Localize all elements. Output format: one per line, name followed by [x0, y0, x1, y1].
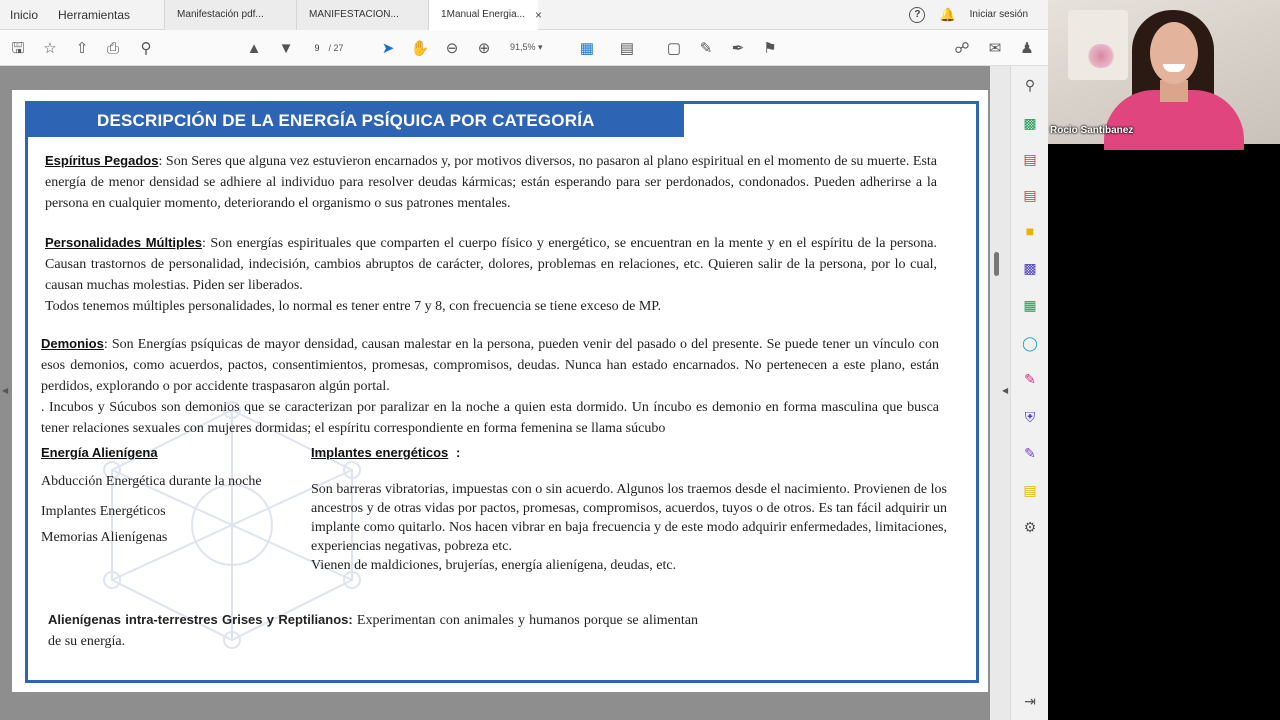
- tab-manifestacion[interactable]: [296, 0, 428, 30]
- tab-label: MANIFESTACION...: [309, 9, 399, 20]
- personalidades-paragraph: [45, 232, 937, 317]
- scrollbar-thumb[interactable]: [994, 252, 999, 276]
- zoom-value: 91,5%: [510, 42, 536, 52]
- comment-tool-icon[interactable]: ■: [1025, 223, 1035, 239]
- print-icon[interactable]: ⎙: [106, 39, 119, 57]
- protect-icon[interactable]: ⛨: [1024, 409, 1036, 425]
- more-tools-icon[interactable]: ⚙: [1023, 519, 1037, 535]
- user-share-icon[interactable]: ♟: [1020, 39, 1034, 57]
- search-zoom-icon[interactable]: ⚲: [1024, 77, 1036, 93]
- excel-export-icon[interactable]: ▦: [1023, 297, 1037, 313]
- share-link-icon[interactable]: ☍: [954, 39, 970, 57]
- document-viewer[interactable]: [0, 66, 1010, 720]
- mail-icon[interactable]: ✉: [988, 39, 1002, 57]
- participant-name: Rocio Santibanez: [1050, 125, 1134, 136]
- personalidades-text: : Son energías espirituales que comparten el cuerpo físico y energético, se encuentran en la mente y en el espíritu de la persona. Causan trastornos de personalidad, indecisión, cambios abruptos de carácter, dolores, problemas en relaciones, etc. Quieren salir de la persona, por lo cual, causan muchas molestias. Piden ser liberados.: [45, 236, 937, 293]
- bell-icon[interactable]: 🔔: [939, 6, 956, 22]
- scroll-mode-icon[interactable]: ▤: [619, 39, 635, 57]
- alienigena-item: Memorias Alienígenas: [41, 530, 168, 545]
- page-navigator: [308, 40, 344, 56]
- grises-paragraph: [48, 609, 698, 652]
- star-icon[interactable]: ☆: [43, 39, 57, 57]
- expand-panel-icon[interactable]: ⇥: [1024, 693, 1036, 709]
- sign-in-link[interactable]: Iniciar sesión: [969, 9, 1028, 20]
- demonios-text: : Son Energías psíquicas de mayor densidad, causan malestar en la persona, pueden venir del pasado o del presente. Se puede tener un vínculo con esos demonios, como acuerdos, pactos, consentimientos, promesas, compromisos, deudas. Nunca han estado encarnados. No pertenecen a este plano, están perdidos, explorando o por accidente traspasaron algún portal.: [41, 337, 939, 394]
- page-number-input[interactable]: [308, 40, 326, 56]
- personalidades-label: Personalidades Múltiples: [45, 235, 203, 250]
- page-title: DESCRIPCIÓN DE LA ENERGÍA PSÍQUICA POR CATEGORÍA: [28, 104, 684, 137]
- page-total: / 27: [328, 43, 344, 53]
- save-icon[interactable]: 🖫: [11, 39, 25, 57]
- zoom-out-icon[interactable]: ⊖: [445, 39, 459, 57]
- implantes-label-colon: :: [456, 445, 461, 460]
- tab-manual-energia[interactable]: [428, 0, 543, 30]
- espiritus-text: : Son Seres que alguna vez estuvieron encarnados y, por motivos diversos, no pasaron al plano espiritual en el momento de su muerte. Esta energía de menor densidad se adhiere al individuo para resolver deudas kármicas; están esperando para ser perdonados, condonados. Pueden adherirse a la persona en cualquier momento, deteriorando el organismo o sus patrones mentales.: [45, 154, 937, 211]
- organize-pages-icon[interactable]: ▤: [1023, 151, 1037, 167]
- help-icon[interactable]: ?: [909, 7, 925, 23]
- close-icon[interactable]: ×: [535, 7, 543, 22]
- page-up-icon[interactable]: ▲: [246, 39, 262, 57]
- pen-tool-icon[interactable]: ✎: [1024, 445, 1036, 461]
- zoom-in-icon[interactable]: ⊕: [477, 39, 491, 57]
- tab-manifestacion-pdf[interactable]: [164, 0, 296, 30]
- upload-icon[interactable]: ⇧: [75, 39, 89, 57]
- tab-label: Manifestación pdf...: [177, 9, 264, 20]
- pdf-page: [12, 90, 988, 692]
- edit-pdf-icon[interactable]: ▩: [1023, 260, 1037, 276]
- implantes-text: Son barreras vibratorias, impuestas con o sin acuerdo. Algunos los traemos desde el nacimiento. Provienen de los ancestros y de otras vidas por pactos, promesas, compromisos, acuerdos, tuyos o de otros. Es tan fácil adquirir un implante como quitarlo. Nos hacen vibrar en baja frecuencia y de este modo adquirir enfermedades, limitaciones, experiencias negativas, pobreza etc.: [311, 482, 947, 554]
- implantes-label: Implantes energéticos: [311, 445, 449, 460]
- tools-panel: [1002, 66, 1048, 720]
- menu-herramientas[interactable]: Herramientas: [58, 7, 131, 22]
- collapse-panel-icon[interactable]: ◀: [1002, 386, 1009, 395]
- pen-icon[interactable]: ✎: [699, 39, 713, 57]
- page-frame: [25, 101, 979, 683]
- alienigena-label: Energía Alienígena: [41, 445, 158, 460]
- select-cursor-icon[interactable]: ➤: [381, 39, 395, 57]
- create-pdf-icon[interactable]: ▤: [1023, 187, 1037, 203]
- alienigena-item: Abducción Energética durante la noche: [41, 474, 262, 489]
- scan-icon[interactable]: ▤: [1023, 482, 1037, 498]
- menu-bar: [0, 0, 1048, 30]
- tab-label: 1Manual Energia...: [441, 9, 525, 20]
- scroll-left-icon[interactable]: ◀: [2, 386, 9, 395]
- fit-page-icon[interactable]: ▦: [579, 39, 595, 57]
- zoom-level[interactable]: 91,5% ▾: [510, 42, 543, 52]
- page-down-icon[interactable]: ▼: [278, 39, 294, 57]
- alienigena-item: Implantes Energéticos: [41, 504, 166, 519]
- demonios-paragraph: [41, 333, 939, 439]
- comment-icon[interactable]: ▢: [666, 39, 682, 57]
- personalidades-note: Todos tenemos múltiples personalidades, lo normal es tener entre 7 y 8, con frecuencia se tiene exceso de MP.: [45, 299, 661, 314]
- zoom-search-icon[interactable]: ⚲: [140, 39, 152, 57]
- demonios-label: Demonios: [41, 336, 104, 351]
- implantes-paragraph: [311, 480, 947, 575]
- flower-decoration: [1086, 44, 1116, 68]
- grises-text: Experimentan con animales y humanos porque se alimentan de su energía.: [48, 613, 698, 649]
- demonios-note: . Incubos y Súcubos son demonios que se caracterizan por paralizar en la noche a quien esta dormido. Un íncubo es demonio en forma masculina que busca tener relaciones sexuales con mujeres dormidas; el espíritu correspondiente en forma femenina se llama súcubo: [41, 400, 939, 436]
- fill-sign-icon[interactable]: ✎: [1024, 371, 1036, 387]
- export-pdf-icon[interactable]: ▩: [1023, 115, 1037, 131]
- webcam-video: [1048, 0, 1280, 144]
- espiritus-label: Espíritus Pegados: [45, 153, 159, 168]
- toolbar: [0, 30, 1048, 66]
- participant-face: [1150, 22, 1198, 84]
- sign-icon[interactable]: ✒: [731, 39, 745, 57]
- menu-inicio[interactable]: Inicio: [10, 7, 39, 22]
- tag-icon[interactable]: ⚑: [763, 39, 777, 57]
- compress-icon[interactable]: ◯: [1022, 335, 1038, 351]
- espiritus-paragraph: [45, 150, 937, 214]
- grises-label: Alienígenas intra-terrestres Grises y Reptilianos:: [48, 612, 353, 627]
- implantes-note: Vienen de maldiciones, brujerías, energía alienígena, deudas, etc.: [311, 558, 677, 573]
- hand-icon[interactable]: ✋: [410, 39, 430, 57]
